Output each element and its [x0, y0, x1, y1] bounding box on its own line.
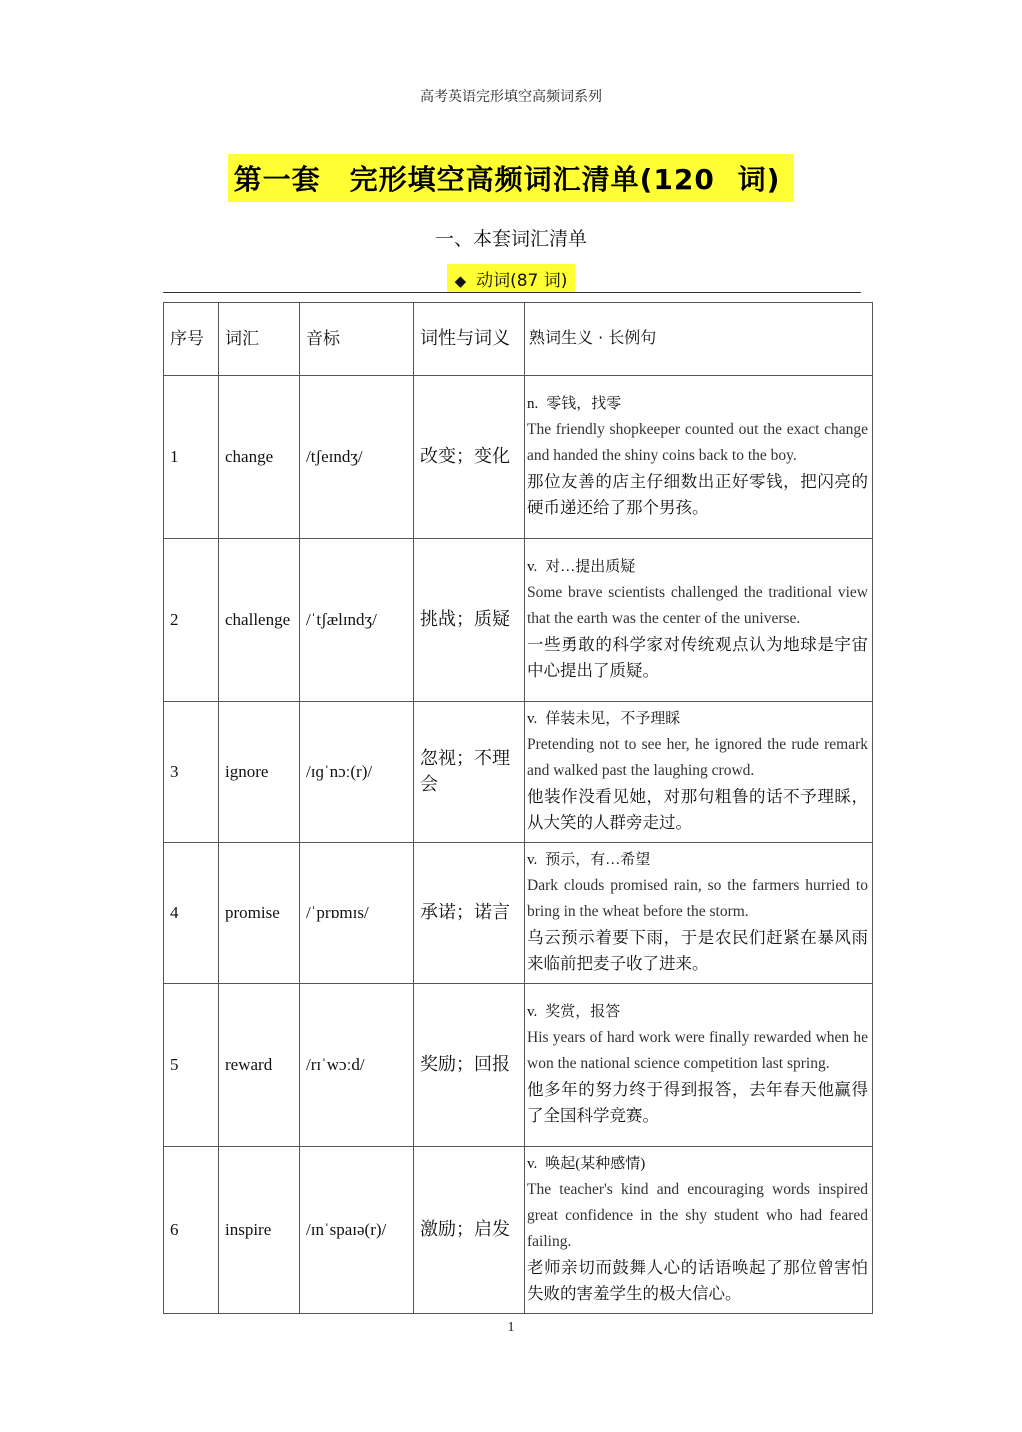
example-english: The teacher's kind and encouraging words inspired great confidence in the shy student who had feared failing. [527, 1181, 868, 1250]
row-example [525, 1147, 873, 1314]
example-english: Some brave scientists challenged the traditional view that the earth was the center of the universe. [527, 584, 868, 627]
row-word [219, 376, 300, 539]
row-example [525, 539, 873, 702]
table-row [164, 702, 873, 843]
example-english: Pretending not to see her, he ignored the rude remark and walked past the laughing crowd. [527, 736, 868, 779]
row-word [219, 1147, 300, 1314]
row-word [219, 539, 300, 702]
row-number: 6 [164, 1147, 219, 1314]
row-phonetic: /ˈprɒmɪs/ [300, 843, 414, 984]
horizontal-rule [163, 292, 861, 293]
header-cell-phonetic: 音标 [300, 303, 414, 376]
word-text: reward [225, 1055, 273, 1074]
subsection-heading [447, 264, 576, 293]
example-chinese: 一些勇敢的科学家对传统观点认为地球是宇宙中心提出了质疑。 [527, 635, 868, 680]
row-phonetic: /ɪɡˈnɔː(r)/ [300, 702, 414, 843]
extended-meaning [527, 999, 868, 1025]
row-meaning: 改变；变化 [414, 376, 525, 539]
title-container [0, 154, 1022, 202]
row-example [525, 702, 873, 843]
subsection-container [0, 264, 1022, 293]
page-number: 1 [507, 1320, 515, 1335]
part-of-speech: v. [527, 1156, 538, 1172]
example-chinese: 老师亲切而鼓舞人心的话语唤起了那位曾害怕失败的害羞学生的极大信心。 [527, 1258, 868, 1303]
table-row [164, 984, 873, 1147]
part-of-speech: v. [527, 1004, 538, 1020]
example-chinese: 那位友善的店主仔细数出正好零钱，把闪亮的硬币递还给了那个男孩。 [527, 472, 868, 517]
table-row [164, 539, 873, 702]
extended-meaning-text: 佯装未见，不予理睬 [545, 711, 681, 727]
row-phonetic: /rɪˈwɔːd/ [300, 984, 414, 1147]
word-text: ignore [225, 762, 269, 781]
part-of-speech: v. [527, 852, 538, 868]
example-chinese: 他装作没看见她，对那句粗鲁的话不予理睬，从大笑的人群旁走过。 [527, 787, 868, 832]
extended-meaning [527, 391, 868, 417]
example-english: His years of hard work were finally rewarded when he won the national science competition last spring. [527, 1029, 868, 1072]
example-chinese: 乌云预示着要下雨，于是农民们赶紧在暴风雨来临前把麦子收了进来。 [527, 928, 868, 973]
row-meaning: 挑战；质疑 [414, 539, 525, 702]
example-chinese: 他多年的努力终于得到报答，去年春天他赢得了全国科学竞赛。 [527, 1080, 868, 1125]
row-example [525, 843, 873, 984]
section-title: 一、本套词汇清单 [434, 228, 587, 250]
header-cell-word: 词汇 [219, 303, 300, 376]
word-text: promise [225, 903, 280, 922]
extended-meaning-text: 唤起(某种感情) [545, 1156, 646, 1172]
extended-meaning [527, 847, 868, 873]
extended-meaning [527, 554, 868, 580]
word-text: inspire [225, 1220, 272, 1239]
vocabulary-table [163, 302, 873, 1314]
row-meaning: 奖励；回报 [414, 984, 525, 1147]
extended-meaning-text: 对…提出质疑 [545, 559, 636, 575]
extended-meaning [527, 706, 868, 732]
row-example [525, 376, 873, 539]
part-of-speech: v. [527, 711, 538, 727]
part-of-speech: n. [527, 396, 539, 412]
extended-meaning-text: 奖赏，报答 [545, 1004, 621, 1020]
header-cell-number: 序号 [164, 303, 219, 376]
word-text: challenge [225, 610, 291, 629]
extended-meaning-text: 预示，有…希望 [545, 852, 651, 868]
row-word [219, 843, 300, 984]
row-number: 5 [164, 984, 219, 1147]
diamond-bullet-icon: ◆ [454, 272, 467, 290]
row-number: 2 [164, 539, 219, 702]
part-of-speech: v. [527, 559, 538, 575]
document-title: 第一套 完形填空高频词汇清单(120 词) [228, 154, 795, 202]
row-meaning: 激励；启发 [414, 1147, 525, 1314]
row-number: 1 [164, 376, 219, 539]
row-example [525, 984, 873, 1147]
row-phonetic: /ɪnˈspaɪə(r)/ [300, 1147, 414, 1314]
row-number: 4 [164, 843, 219, 984]
word-text: change [225, 447, 274, 466]
row-phonetic: /ˈtʃælɪndʒ/ [300, 539, 414, 702]
row-word [219, 984, 300, 1147]
table-row [164, 1147, 873, 1314]
table-header-row [164, 303, 873, 376]
extended-meaning [527, 1151, 868, 1177]
header-cell-example: 熟词生义 · 长例句 [525, 303, 873, 376]
table-row [164, 376, 873, 539]
row-phonetic: /tʃeɪndʒ/ [300, 376, 414, 539]
example-english: Dark clouds promised rain, so the farmers hurried to bring in the wheat before the storm. [527, 877, 868, 920]
example-english: The friendly shopkeeper counted out the exact change and handed the shiny coins back to the boy. [527, 421, 868, 464]
subsection-label: 动词(87 词) [476, 271, 568, 291]
row-number: 3 [164, 702, 219, 843]
header-cell-meaning: 词性与词义 [414, 303, 525, 376]
running-header: 高考英语完形填空高频词系列 [420, 89, 602, 105]
table-row [164, 843, 873, 984]
row-meaning: 承诺；诺言 [414, 843, 525, 984]
extended-meaning-text: 零钱，找零 [546, 396, 622, 412]
row-meaning: 忽视；不理会 [414, 702, 525, 843]
row-word [219, 702, 300, 843]
